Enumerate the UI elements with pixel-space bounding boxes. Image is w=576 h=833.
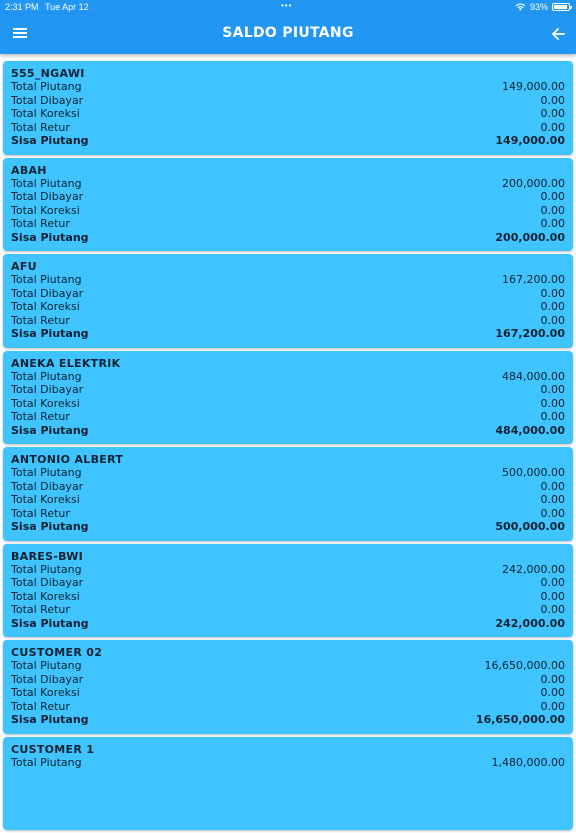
battery-percent: 93% [529, 2, 548, 12]
total-koreksi-label: Total Koreksi [11, 686, 80, 700]
total-koreksi-label: Total Koreksi [11, 300, 80, 314]
total-retur-label: Total Retur [11, 506, 70, 520]
total-piutang-row [11, 563, 565, 576]
customer-card[interactable] [3, 61, 573, 155]
total-dibayar-value: 0.00 [540, 93, 565, 107]
total-piutang-label: Total Piutang [11, 562, 82, 576]
customer-card[interactable] [3, 158, 573, 252]
total-piutang-row [11, 370, 565, 383]
total-piutang-value: 500,000.00 [502, 466, 565, 480]
total-dibayar-label: Total Dibayar [11, 190, 84, 204]
sisa-piutang-label: Sisa Piutang [11, 616, 89, 630]
total-koreksi-label: Total Koreksi [11, 589, 80, 603]
total-retur-row [11, 121, 565, 134]
total-dibayar-label: Total Dibayar [11, 479, 84, 493]
sisa-piutang-value: 242,000.00 [495, 616, 565, 630]
total-koreksi-value: 0.00 [540, 396, 565, 410]
total-retur-row [11, 603, 565, 616]
customer-name: BARES-BWI [11, 549, 84, 563]
total-dibayar-row [11, 94, 565, 107]
customer-name: ANEKA ELEKTRIK [11, 356, 121, 370]
total-retur-value: 0.00 [540, 506, 565, 520]
arrow-back-icon[interactable] [550, 26, 566, 42]
total-dibayar-label: Total Dibayar [11, 576, 84, 590]
total-piutang-value: 200,000.00 [502, 176, 565, 190]
total-koreksi-row [11, 493, 565, 506]
menu-icon[interactable] [12, 26, 28, 42]
sisa-piutang-label: Sisa Piutang [11, 327, 89, 341]
total-retur-value: 0.00 [540, 603, 565, 617]
status-bar [0, 0, 576, 14]
total-retur-label: Total Retur [11, 120, 70, 134]
total-dibayar-value: 0.00 [540, 576, 565, 590]
total-dibayar-row [11, 190, 565, 203]
total-piutang-row [11, 659, 565, 672]
total-koreksi-row [11, 204, 565, 217]
total-dibayar-value: 0.00 [540, 479, 565, 493]
status-date: Tue Apr 12 [45, 2, 89, 12]
total-retur-value: 0.00 [540, 120, 565, 134]
total-dibayar-label: Total Dibayar [11, 93, 84, 107]
customer-name: ABAH [11, 163, 47, 177]
customer-name: AFU [11, 260, 37, 273]
total-koreksi-value: 0.00 [540, 203, 565, 217]
total-piutang-label: Total Piutang [11, 80, 82, 94]
customer-card[interactable] [3, 737, 573, 831]
customer-card[interactable] [3, 544, 573, 638]
multitasking-dots-icon[interactable]: ••• [281, 1, 293, 10]
total-piutang-value: 167,200.00 [502, 273, 565, 287]
total-koreksi-label: Total Koreksi [11, 493, 80, 507]
total-retur-label: Total Retur [11, 699, 70, 713]
total-piutang-row [11, 177, 565, 190]
total-koreksi-value: 0.00 [540, 686, 565, 700]
total-dibayar-row [11, 576, 565, 589]
sisa-piutang-label: Sisa Piutang [11, 713, 89, 727]
total-dibayar-label: Total Dibayar [11, 286, 84, 300]
customer-card[interactable] [3, 254, 573, 348]
total-piutang-row [11, 756, 565, 769]
status-right [515, 2, 570, 12]
total-piutang-value: 149,000.00 [502, 80, 565, 94]
sisa-piutang-value: 149,000.00 [495, 134, 565, 148]
total-koreksi-row [11, 590, 565, 603]
sisa-piutang-label: Sisa Piutang [11, 423, 89, 437]
wifi-icon [515, 3, 526, 11]
total-dibayar-row [11, 287, 565, 300]
total-koreksi-row [11, 300, 565, 313]
total-piutang-value: 484,000.00 [502, 369, 565, 383]
total-piutang-label: Total Piutang [11, 755, 82, 769]
customer-name: CUSTOMER 02 [11, 646, 103, 659]
customer-card[interactable] [3, 447, 573, 541]
sisa-piutang-label: Sisa Piutang [11, 520, 89, 534]
total-retur-row [11, 410, 565, 423]
total-retur-row [11, 314, 565, 327]
sisa-piutang-value: 200,000.00 [495, 230, 565, 244]
total-retur-label: Total Retur [11, 217, 70, 231]
total-dibayar-label: Total Dibayar [11, 672, 84, 686]
total-dibayar-row [11, 480, 565, 493]
total-dibayar-value: 0.00 [540, 286, 565, 300]
total-piutang-label: Total Piutang [11, 273, 82, 287]
total-retur-label: Total Retur [11, 313, 70, 327]
customer-name: ANTONIO ALBERT [11, 453, 124, 466]
sisa-piutang-value: 167,200.00 [495, 327, 565, 341]
total-retur-value: 0.00 [540, 410, 565, 424]
battery-fill [554, 5, 567, 9]
total-retur-label: Total Retur [11, 603, 70, 617]
sisa-piutang-row [11, 424, 565, 437]
customer-name: CUSTOMER 1 [11, 742, 95, 756]
total-dibayar-value: 0.00 [540, 383, 565, 397]
customer-card[interactable] [3, 351, 573, 445]
total-koreksi-value: 0.00 [540, 107, 565, 121]
total-koreksi-label: Total Koreksi [11, 203, 80, 217]
total-koreksi-value: 0.00 [540, 589, 565, 603]
sisa-piutang-value: 16,650,000.00 [475, 713, 565, 727]
total-piutang-value: 242,000.00 [502, 562, 565, 576]
total-koreksi-label: Total Koreksi [11, 396, 80, 410]
total-retur-value: 0.00 [540, 313, 565, 327]
battery-icon [552, 3, 570, 11]
app-bar [0, 14, 576, 54]
sisa-piutang-row [11, 617, 565, 630]
sisa-piutang-row [11, 327, 565, 340]
sisa-piutang-value: 484,000.00 [495, 423, 565, 437]
status-time: 2:31 PM [5, 2, 39, 12]
sisa-piutang-row [11, 520, 565, 533]
total-piutang-row [11, 466, 565, 479]
total-koreksi-value: 0.00 [540, 300, 565, 314]
total-dibayar-value: 0.00 [540, 190, 565, 204]
total-koreksi-value: 0.00 [540, 493, 565, 507]
customer-name: 555_NGAWI [11, 67, 85, 80]
total-dibayar-value: 0.00 [540, 672, 565, 686]
total-piutang-label: Total Piutang [11, 369, 82, 383]
sisa-piutang-row [11, 134, 565, 147]
total-piutang-label: Total Piutang [11, 176, 82, 190]
total-dibayar-label: Total Dibayar [11, 383, 84, 397]
total-piutang-label: Total Piutang [11, 466, 82, 480]
sisa-piutang-label: Sisa Piutang [11, 230, 89, 244]
total-retur-row [11, 700, 565, 713]
sisa-piutang-row [11, 231, 565, 244]
total-retur-label: Total Retur [11, 410, 70, 424]
sisa-piutang-row [11, 713, 565, 726]
total-piutang-row [11, 80, 565, 93]
total-piutang-value: 16,650,000.00 [484, 659, 565, 673]
sisa-piutang-value: 500,000.00 [495, 520, 565, 534]
total-piutang-label: Total Piutang [11, 659, 82, 673]
total-koreksi-row [11, 686, 565, 699]
total-koreksi-row [11, 397, 565, 410]
page-title: SALDO PIUTANG [222, 25, 354, 41]
total-dibayar-row [11, 383, 565, 396]
total-koreksi-label: Total Koreksi [11, 107, 80, 121]
total-dibayar-row [11, 673, 565, 686]
total-retur-row [11, 217, 565, 230]
customer-list[interactable] [0, 61, 576, 833]
sisa-piutang-label: Sisa Piutang [11, 134, 89, 148]
total-retur-row [11, 507, 565, 520]
total-retur-value: 0.00 [540, 699, 565, 713]
total-piutang-row [11, 273, 565, 286]
total-retur-value: 0.00 [540, 217, 565, 231]
total-piutang-value: 1,480,000.00 [491, 755, 565, 769]
total-koreksi-row [11, 107, 565, 120]
customer-card[interactable] [3, 640, 573, 734]
